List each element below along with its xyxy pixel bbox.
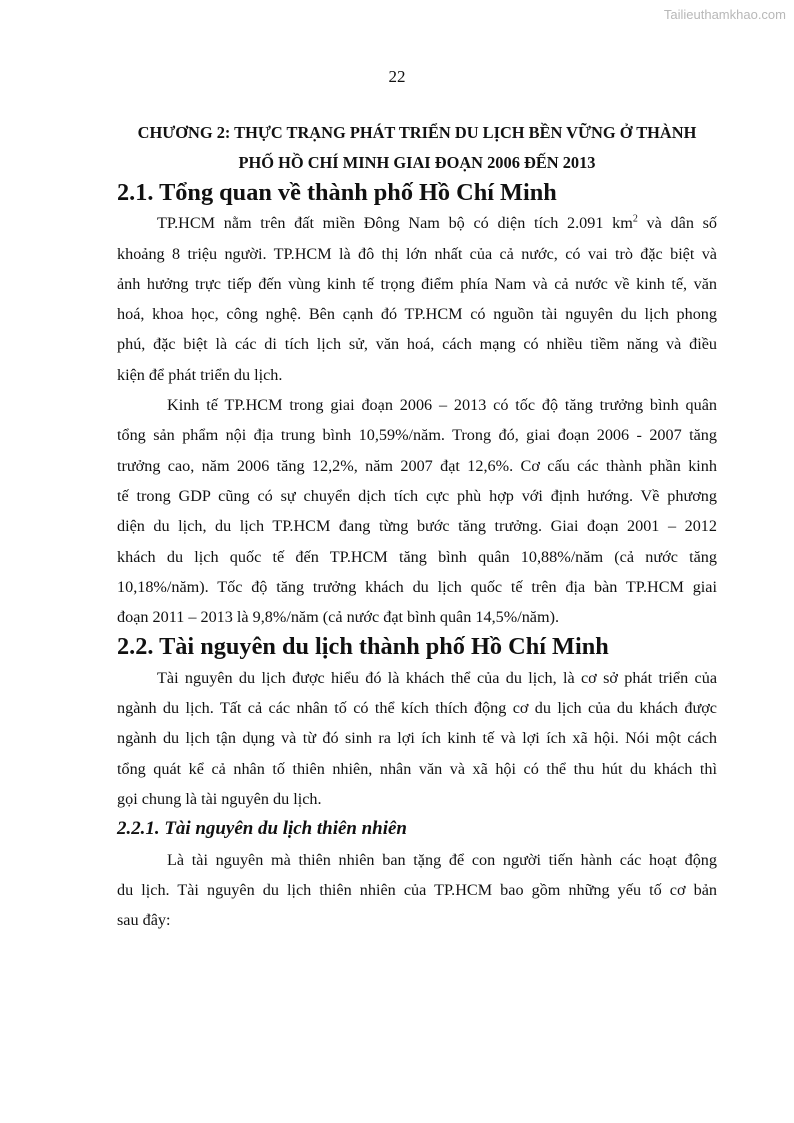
text-line: kiện để phát triển du lịch. [117, 365, 283, 384]
text-line: khách du lịch quốc tế đến TP.HCM tăng bình quân 10,88%/năm (cả nước tăng [117, 547, 717, 566]
text-line: TP.HCM nằm trên đất miền Đông Nam bộ có diện tích 2.091 $km^2$ và dân số [157, 213, 718, 233]
text-line: Là tài nguyên mà thiên nhiên ban tặng để con người tiến hành các hoạt động [167, 850, 717, 869]
text-line: tổng quát kể cả nhân tố thiên nhiên, nhân văn và xã hội có thể thu hút du khách thì [117, 759, 717, 778]
text-line: trưởng cao, năm 2006 tăng 12,2%, năm 2007 đạt 12,6%. Cơ cấu các thành phần kinh [117, 456, 717, 475]
page-number: 22 [388, 67, 406, 86]
text-line: ảnh hưởng trực tiếp đến vùng kinh tế trọng điểm phía Nam và cả nước về kinh tế, văn [117, 274, 717, 293]
chapter-title [117, 118, 717, 178]
text-line: Kinh tế TP.HCM trong giai đoạn 2006 – 2013 có tốc độ tăng trưởng bình quân [167, 396, 717, 415]
section-heading-2-1: 2.1. Tổng quan về thành phố Hồ Chí Minh [117, 179, 557, 206]
text-line: sau đây: [117, 911, 171, 930]
text-line: khoảng 8 triệu người. TP.HCM là đô thị lớn nhất của cả nước, có vai trò đặc biệt và [117, 244, 717, 263]
text-line: ngành du lịch. Tất cả các nhân tố có thể kích thích động cơ du lịch của du khách được [117, 699, 717, 718]
text-line: du lịch. Tài nguyên du lịch thiên nhiên của TP.HCM bao gồm những yếu tố cơ bản [117, 880, 717, 899]
document-body [117, 118, 717, 935]
text-line: hoá, khoa học, công nghệ. Bên cạnh đó TP.HCM có nguồn tài nguyên du lịch phong [117, 305, 717, 324]
text-line: 10,18%/năm). Tốc độ tăng trưởng khách du lịch quốc tế trên địa bàn TP.HCM giai [117, 577, 717, 596]
text-line: Tài nguyên du lịch được hiểu đó là khách thể của du lịch, là cơ sở phát triển của [157, 668, 717, 687]
paragraph-natural-resources [117, 845, 717, 936]
chapter-title-line-2: PHỐ HỒ CHÍ MINH GIAI ĐOẠN 2006 ĐẾN 2013 [238, 153, 596, 172]
text-line: diện du lịch, du lịch TP.HCM đang từng bước tăng trưởng. Giai đoạn 2001 – 2012 [117, 517, 717, 536]
paragraph-economy [117, 390, 717, 632]
paragraph-overview [117, 208, 717, 390]
paragraph-tourism-resources [117, 663, 717, 814]
chapter-title-line-1: CHƯƠNG 2: THỰC TRẠNG PHÁT TRIỂN DU LỊCH BỀN VỮNG Ở THÀNH [137, 123, 697, 142]
text-line: tổng sản phẩm nội địa trung bình 10,59%/năm. Trong đó, giai đoạn 2006 - 2007 tăng [117, 426, 717, 445]
watermark: Tailieuthamkhao.com [663, 7, 786, 22]
section-heading-2-2: 2.2. Tài nguyên du lịch thành phố Hồ Chí Minh [117, 633, 609, 661]
text-line: ngành du lịch tận dụng và từ đó sinh ra lợi ích kinh tế và lợi ích xã hội. Nói một cách [117, 729, 717, 748]
text-line: tế trong GDP cũng có sự chuyển dịch tích cực phù hợp với định hướng. Về phương [117, 486, 717, 505]
section-heading-2-2-1: 2.2.1. Tài nguyên du lịch thiên nhiên [117, 818, 407, 840]
superscript: 2 [632, 213, 638, 225]
text-line: gọi chung là tài nguyên du lịch. [117, 789, 322, 808]
text-line: phú, đặc biệt là các di tích lịch sử, văn hoá, cách mạng có nhiều tiềm năng và điều [117, 335, 717, 354]
text-line: đoạn 2011 – 2013 là 9,8%/năm (cả nước đạt bình quân 14,5%/năm). [117, 608, 560, 627]
